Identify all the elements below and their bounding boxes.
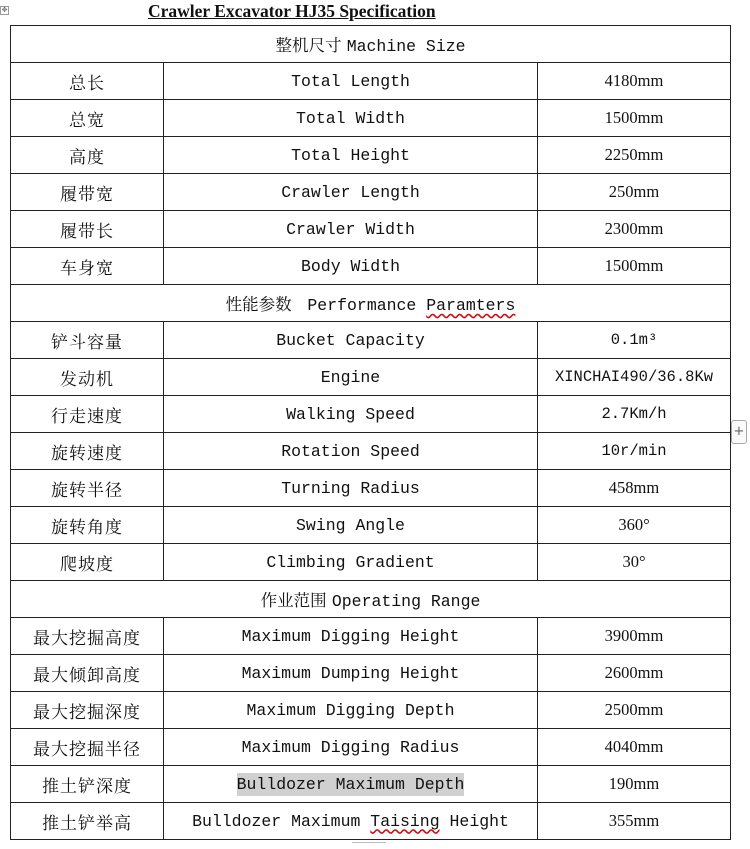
section-header-row [11,26,731,63]
param-name-zh: 履带长 [11,211,164,248]
table-row [11,211,731,248]
table-row [11,655,731,692]
param-value: 2600mm [538,655,731,692]
param-value: XINCHAI490/36.8Kw [538,359,731,396]
param-name-zh: 旋转半径 [11,470,164,507]
param-name-zh: 推土铲深度 [11,766,164,803]
param-name-en: Body Width [164,248,538,285]
param-name-en: Climbing Gradient [164,544,538,581]
param-value: 360° [538,507,731,544]
param-value: 4180mm [538,63,731,100]
table-row [11,729,731,766]
spec-table [10,25,731,840]
add-row-plus-icon[interactable]: + [731,420,747,444]
section-title-en: Operating Range [331,592,481,611]
section-title-en-text: Performance [307,296,427,315]
table-row [11,433,731,470]
param-name-en: Crawler Length [164,174,538,211]
param-name-zh: 车身宽 [11,248,164,285]
page-title: Crawler Excavator HJ35 Specification [148,1,436,21]
table-row [11,692,731,729]
table-row [11,396,731,433]
section-title-zh: 性能参数 [225,295,292,314]
param-value: 3900mm [538,618,731,655]
table-move-handle-icon[interactable]: ✥ [1,6,8,14]
section-header-operating-range [11,581,731,618]
highlighted-text[interactable]: Bulldozer Maximum Depth [236,774,465,794]
param-name-en: Total Height [164,137,538,174]
param-value: 2.7Km/h [538,396,731,433]
param-name-en: Swing Angle [164,507,538,544]
param-name-zh: 旋转速度 [11,433,164,470]
param-name-zh: 行走速度 [11,396,164,433]
param-value: 250mm [538,174,731,211]
param-value: 2500mm [538,692,731,729]
param-name-zh: 总长 [11,63,164,100]
section-title-en: Machine Size [346,37,466,56]
param-name-en: Total Width [164,100,538,137]
table-row [11,137,731,174]
param-name-en: Turning Radius [164,470,538,507]
param-value: 355mm [538,803,731,840]
param-name-en: Engine [164,359,538,396]
table-row [11,766,731,803]
param-name-zh: 最大挖掘高度 [11,618,164,655]
table-row [11,248,731,285]
table-row [11,322,731,359]
param-name-en-text: Bulldozer Maximum [192,811,371,831]
param-name-zh: 最大挖掘半径 [11,729,164,766]
param-name-zh: 最大挖掘深度 [11,692,164,729]
param-name-en: Maximum Dumping Height [164,655,538,692]
param-name-zh: 铲斗容量 [11,322,164,359]
param-value: 458mm [538,470,731,507]
param-name-en [164,766,538,803]
param-value: 1500mm [538,248,731,285]
section-title-zh: 整机尺寸 [275,36,342,55]
section-title-en [307,296,515,315]
param-value: 2300mm [538,211,731,248]
table-row [11,618,731,655]
param-value: 30° [538,544,731,581]
table-row [11,803,731,840]
param-value: 2250mm [538,137,731,174]
table-row [11,470,731,507]
param-value: 10r/min [538,433,731,470]
param-value: 4040mm [538,729,731,766]
section-header-machine-size [11,26,731,63]
param-name-zh: 旋转角度 [11,507,164,544]
param-name-en: Walking Speed [164,396,538,433]
table-row [11,359,731,396]
table-row [11,100,731,137]
section-header-row [11,581,731,618]
param-name-en: Crawler Width [164,211,538,248]
section-header-performance [11,285,731,322]
param-value: 0.1m³ [538,322,731,359]
table-row [11,174,731,211]
param-name-zh: 高度 [11,137,164,174]
table-row [11,507,731,544]
param-name-en: Rotation Speed [164,433,538,470]
param-name-en-text: Height [439,811,509,831]
param-name-zh: 履带宽 [11,174,164,211]
param-name-en: Bucket Capacity [164,322,538,359]
param-name-en: Total Length [164,63,538,100]
param-value: 1500mm [538,100,731,137]
param-value: 190mm [538,766,731,803]
param-name-en: Maximum Digging Height [164,618,538,655]
section-title-zh: 作业范围 [260,591,327,610]
table-row [11,544,731,581]
table-row [11,63,731,100]
param-name-zh: 总宽 [11,100,164,137]
param-name-en: Maximum Digging Depth [164,692,538,729]
param-name-zh: 发动机 [11,359,164,396]
param-name-zh: 推土铲举高 [11,803,164,840]
spelling-error-word[interactable]: Paramters [426,296,516,315]
param-name-en: Maximum Digging Radius [164,729,538,766]
param-name-zh: 爬坡度 [11,544,164,581]
param-name-en [164,803,538,840]
spelling-error-word[interactable]: Taising [370,811,440,831]
param-name-zh: 最大倾卸高度 [11,655,164,692]
section-header-row [11,285,731,322]
